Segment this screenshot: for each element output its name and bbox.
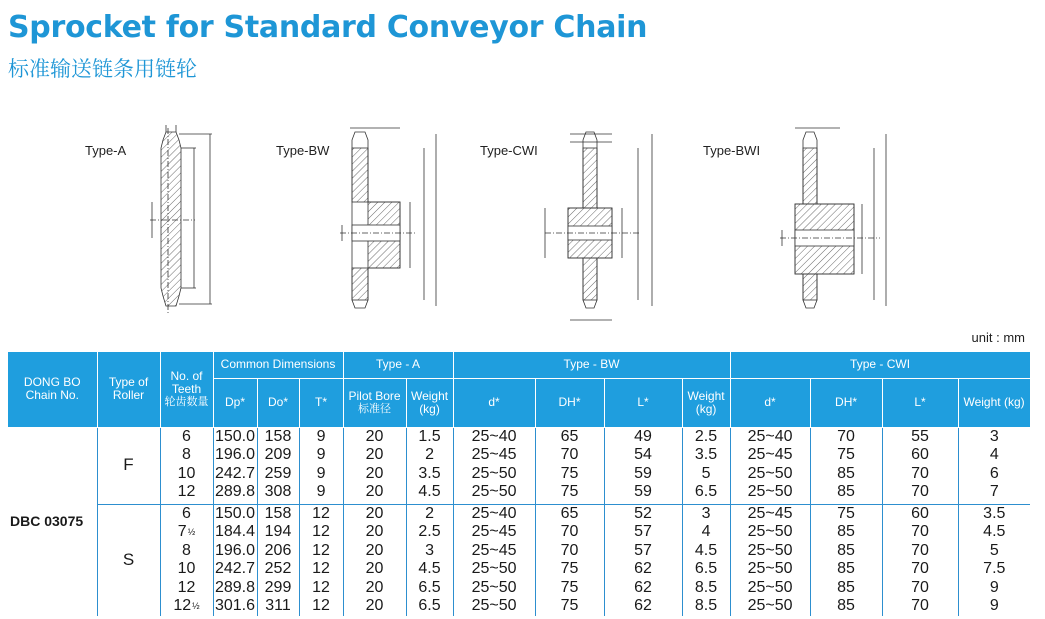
table-cell: 20 — [365, 523, 384, 541]
bw-dh-col — [535, 504, 604, 616]
roller-f: F — [97, 427, 160, 504]
table-cell: 75 — [560, 464, 579, 482]
cwi-d-col — [730, 427, 810, 504]
teeth-col — [160, 504, 213, 616]
table-cell: 12 — [177, 578, 196, 596]
table-cell: 209 — [264, 446, 292, 464]
hdr-type-bw: Type - BW — [453, 352, 730, 378]
cwi-d-col — [730, 504, 810, 616]
table-cell: 10 — [177, 464, 196, 482]
bw-weight-col — [682, 504, 730, 616]
do-col — [257, 427, 299, 504]
table-cell: 6.5 — [694, 483, 718, 501]
table-cell: 194 — [264, 523, 292, 541]
table-cell: 25~50 — [471, 483, 517, 501]
table-cell: 85 — [837, 578, 855, 596]
hdr-pilot-bore-cn: 标准径 — [358, 402, 392, 415]
table-cell: 25~45 — [471, 541, 517, 559]
table-cell: 4.5 — [694, 541, 718, 559]
hdr-a-weight: Weight (kg) — [406, 378, 453, 427]
teeth-col — [160, 427, 213, 504]
table-cell: 206 — [264, 541, 292, 559]
table-cell: $12^{\frac{1}{2}}$ — [173, 597, 200, 615]
table-cell: 70 — [911, 560, 929, 578]
table-cell: 25~50 — [747, 578, 793, 596]
table-cell: 10 — [177, 560, 196, 578]
cwi-dh-col — [810, 504, 882, 616]
spec-table — [8, 352, 1031, 616]
hdr-dp: Dp* — [213, 378, 257, 427]
table-cell: 311 — [265, 597, 291, 615]
table-cell: 25~50 — [471, 597, 517, 615]
hdr-bw-weight: Weight (kg) — [682, 378, 730, 427]
cwi-dh-col — [810, 427, 882, 504]
hdr-common-dimensions: Common Dimensions — [213, 352, 343, 378]
table-cell: 158 — [264, 427, 292, 445]
cwi-l-col — [882, 504, 958, 616]
table-cell: 25~45 — [471, 446, 517, 464]
table-cell: 3.5 — [418, 464, 441, 482]
fraction: ½ — [187, 527, 196, 538]
hdr-type-cwi: Type - CWI — [730, 352, 1030, 378]
page-subtitle-cn: 标准输送链条用链轮 — [8, 57, 197, 81]
table-cell: 25~40 — [747, 427, 793, 445]
table-cell: 12 — [177, 483, 196, 501]
table-cell: 70 — [911, 578, 929, 596]
type-a-label: Type-A — [85, 143, 127, 158]
table-cell: 62 — [634, 578, 652, 596]
table-cell: 9 — [316, 446, 326, 464]
table-cell: 70 — [837, 427, 855, 445]
table-cell: 20 — [365, 560, 384, 578]
hdr-bw-l: L* — [604, 378, 682, 427]
table-cell: 6 — [182, 427, 191, 445]
t-col — [299, 427, 343, 504]
table-cell: 4 — [989, 446, 999, 464]
type-bwi-drawing — [780, 128, 886, 308]
cwi-weight-col — [958, 427, 1030, 504]
table-cell: 301.6 — [214, 597, 256, 615]
table-cell: 20 — [365, 483, 384, 501]
table-cell: 57 — [634, 523, 652, 541]
table-cell: 57 — [634, 541, 652, 559]
table-cell: 9 — [989, 578, 999, 596]
table-cell: 75 — [837, 446, 855, 464]
hdr-bw-dh: DH* — [535, 378, 604, 427]
a-weight-col — [406, 427, 453, 504]
table-cell: 25~45 — [747, 446, 793, 464]
table-cell: 85 — [837, 597, 855, 615]
type-cwi-label: Type-CWI — [480, 143, 538, 158]
type-a-drawing — [150, 125, 212, 315]
table-cell: 54 — [634, 446, 652, 464]
table-cell: 4 — [701, 523, 711, 541]
do-col — [257, 504, 299, 616]
table-cell: 85 — [837, 464, 855, 482]
bw-l-col — [604, 427, 682, 504]
type-bw-label: Type-BW — [276, 143, 330, 158]
table-cell: 75 — [560, 483, 579, 501]
hdr-cwi-d: d* — [730, 378, 810, 427]
table-cell: 299 — [264, 578, 292, 596]
table-cell: 150.0 — [214, 427, 256, 445]
type-bwi-label: Type-BWI — [703, 143, 761, 158]
table-cell: 60 — [911, 446, 929, 464]
table-cell: 3 — [701, 504, 711, 522]
table-cell: 12 — [312, 560, 330, 578]
table-cell: 2.5 — [694, 427, 718, 445]
chain-no-cell: DBC 03075 — [8, 427, 97, 616]
table-cell: 196.0 — [214, 541, 256, 559]
table-cell: 75 — [837, 504, 855, 522]
table-cell: 85 — [837, 523, 855, 541]
table-cell: 49 — [634, 427, 652, 445]
table-cell: 25~45 — [747, 504, 793, 522]
table-cell: 20 — [365, 464, 384, 482]
table-row-group-s — [8, 504, 1030, 616]
table-cell: 12 — [312, 523, 330, 541]
hdr-type-of-roller: Type of Roller — [97, 352, 160, 427]
table-cell: 25~40 — [471, 427, 517, 445]
table-cell: 60 — [911, 504, 929, 522]
table-cell: 3.5 — [694, 446, 718, 464]
table-cell: 3.5 — [983, 504, 1006, 522]
table-cell: 55 — [911, 427, 929, 445]
table-cell: 308 — [264, 483, 292, 501]
table-cell: 4.5 — [418, 560, 441, 578]
table-cell: 8.5 — [694, 597, 718, 615]
table-cell: 1.5 — [418, 427, 441, 445]
table-cell: 25~50 — [747, 523, 793, 541]
table-cell: 20 — [365, 578, 384, 596]
hdr-teeth-cn: 轮齿数量 — [164, 395, 209, 408]
table-cell: 85 — [837, 541, 855, 559]
bw-d-col — [453, 504, 535, 616]
table-cell: 5 — [989, 541, 999, 559]
hdr-do: Do* — [257, 378, 299, 427]
table-cell: 2 — [425, 446, 434, 464]
table-cell: 25~45 — [471, 523, 517, 541]
table-cell: 259 — [264, 464, 292, 482]
table-cell: 52 — [634, 504, 652, 522]
sprocket-drawings — [0, 120, 1045, 335]
table-cell: 4.5 — [418, 483, 441, 501]
table-cell: 70 — [911, 523, 929, 541]
a-weight-col — [406, 504, 453, 616]
table-cell: 59 — [634, 483, 652, 501]
table-cell: 25~40 — [471, 504, 517, 522]
table-cell: 6.5 — [418, 597, 441, 615]
hdr-pilot-bore-en: Pilot Bore — [348, 388, 401, 403]
table-cell: 70 — [560, 523, 579, 541]
cwi-l-col — [882, 427, 958, 504]
table-cell: 70 — [911, 483, 929, 501]
page-title: Sprocket for Standard Conveyor Chain — [8, 10, 648, 45]
table-cell: 25~50 — [747, 464, 793, 482]
table-cell: 158 — [264, 504, 292, 522]
table-cell: 70 — [911, 464, 929, 482]
cwi-weight-col — [958, 504, 1030, 616]
table-cell: 252 — [264, 560, 292, 578]
table-cell: 65 — [560, 427, 579, 445]
table-cell: 65 — [560, 504, 579, 522]
hdr-teeth-en: No. of Teeth — [170, 368, 203, 396]
table-cell: 70 — [911, 597, 929, 615]
a-bore-col — [343, 504, 406, 616]
t-col — [299, 504, 343, 616]
table-cell: 12 — [312, 541, 330, 559]
table-cell: 20 — [365, 446, 384, 464]
hdr-chain-no: DONG BO Chain No. — [8, 352, 97, 427]
table-cell: 20 — [365, 504, 384, 522]
table-cell: 8.5 — [694, 578, 718, 596]
table-cell: 70 — [911, 541, 929, 559]
dp-col — [213, 504, 257, 616]
table-cell: 75 — [560, 578, 579, 596]
table-cell: 8 — [182, 446, 191, 464]
table-cell: 25~50 — [471, 578, 517, 596]
table-cell: 242.7 — [214, 464, 256, 482]
table-cell: 12 — [312, 578, 330, 596]
table-cell: 7.5 — [983, 560, 1006, 578]
table-cell: 5 — [701, 464, 711, 482]
table-row-group-f — [8, 427, 1030, 504]
table-cell: 20 — [365, 597, 384, 615]
table-cell: 289.8 — [214, 578, 256, 596]
table-cell: 85 — [837, 483, 855, 501]
table-cell: 6.5 — [694, 560, 718, 578]
table-cell: 2 — [425, 504, 434, 522]
hdr-pilot-bore — [343, 378, 406, 427]
table-cell: 20 — [365, 427, 384, 445]
table-cell: 25~50 — [471, 464, 517, 482]
dp-col — [213, 427, 257, 504]
table-cell: 9 — [316, 483, 326, 501]
hdr-type-a: Type - A — [343, 352, 453, 378]
table-cell: 9 — [989, 597, 999, 615]
table-cell: 9 — [316, 427, 326, 445]
table-cell: 12 — [312, 504, 330, 522]
bw-d-col — [453, 427, 535, 504]
table-cell: 7 — [989, 483, 999, 501]
table-cell: 3 — [425, 541, 434, 559]
type-bw-drawing — [340, 128, 436, 308]
table-cell: 70 — [560, 541, 579, 559]
table-cell: 2.5 — [418, 523, 441, 541]
table-cell: 25~50 — [747, 597, 793, 615]
table-cell: 25~50 — [747, 560, 793, 578]
table-cell: 196.0 — [214, 446, 256, 464]
table-cell: 70 — [560, 446, 579, 464]
table-cell: 6.5 — [418, 578, 441, 596]
table-cell: 12 — [312, 597, 330, 615]
table-cell: 9 — [316, 464, 326, 482]
unit-label: unit : mm — [971, 330, 1025, 345]
table-cell: 75 — [560, 560, 579, 578]
table-cell: 8 — [182, 541, 191, 559]
table-cell: 85 — [837, 560, 855, 578]
table-cell: 25~50 — [747, 483, 793, 501]
table-cell: 242.7 — [214, 560, 256, 578]
bw-weight-col — [682, 427, 730, 504]
table-cell: 289.8 — [214, 483, 256, 501]
roller-s: S — [97, 504, 160, 616]
hdr-no-of-teeth — [160, 352, 213, 427]
table-cell: 3 — [989, 427, 999, 445]
hdr-cwi-dh: DH* — [810, 378, 882, 427]
hdr-cwi-weight: Weight (kg) — [958, 378, 1030, 427]
fraction: ½ — [192, 601, 200, 612]
table-cell: 6 — [989, 464, 999, 482]
bw-l-col — [604, 504, 682, 616]
table-cell: 20 — [365, 541, 384, 559]
table-cell: 62 — [634, 597, 652, 615]
table-cell: 75 — [560, 597, 579, 615]
table-cell: 62 — [634, 560, 652, 578]
hdr-bw-d: d* — [453, 378, 535, 427]
table-cell: 150.0 — [214, 504, 256, 522]
table-cell: 25~50 — [471, 560, 517, 578]
hdr-t: T* — [299, 378, 343, 427]
table-cell: 6 — [182, 504, 191, 522]
table-cell: 59 — [634, 464, 652, 482]
hdr-cwi-l: L* — [882, 378, 958, 427]
bw-dh-col — [535, 427, 604, 504]
table-cell: 4.5 — [983, 523, 1006, 541]
table-cell: $7^{\frac{1}{2}}$ — [177, 523, 196, 541]
table-cell: 25~50 — [747, 541, 793, 559]
a-bore-col — [343, 427, 406, 504]
type-cwi-drawing — [545, 132, 652, 320]
table-cell: 184.4 — [214, 523, 256, 541]
